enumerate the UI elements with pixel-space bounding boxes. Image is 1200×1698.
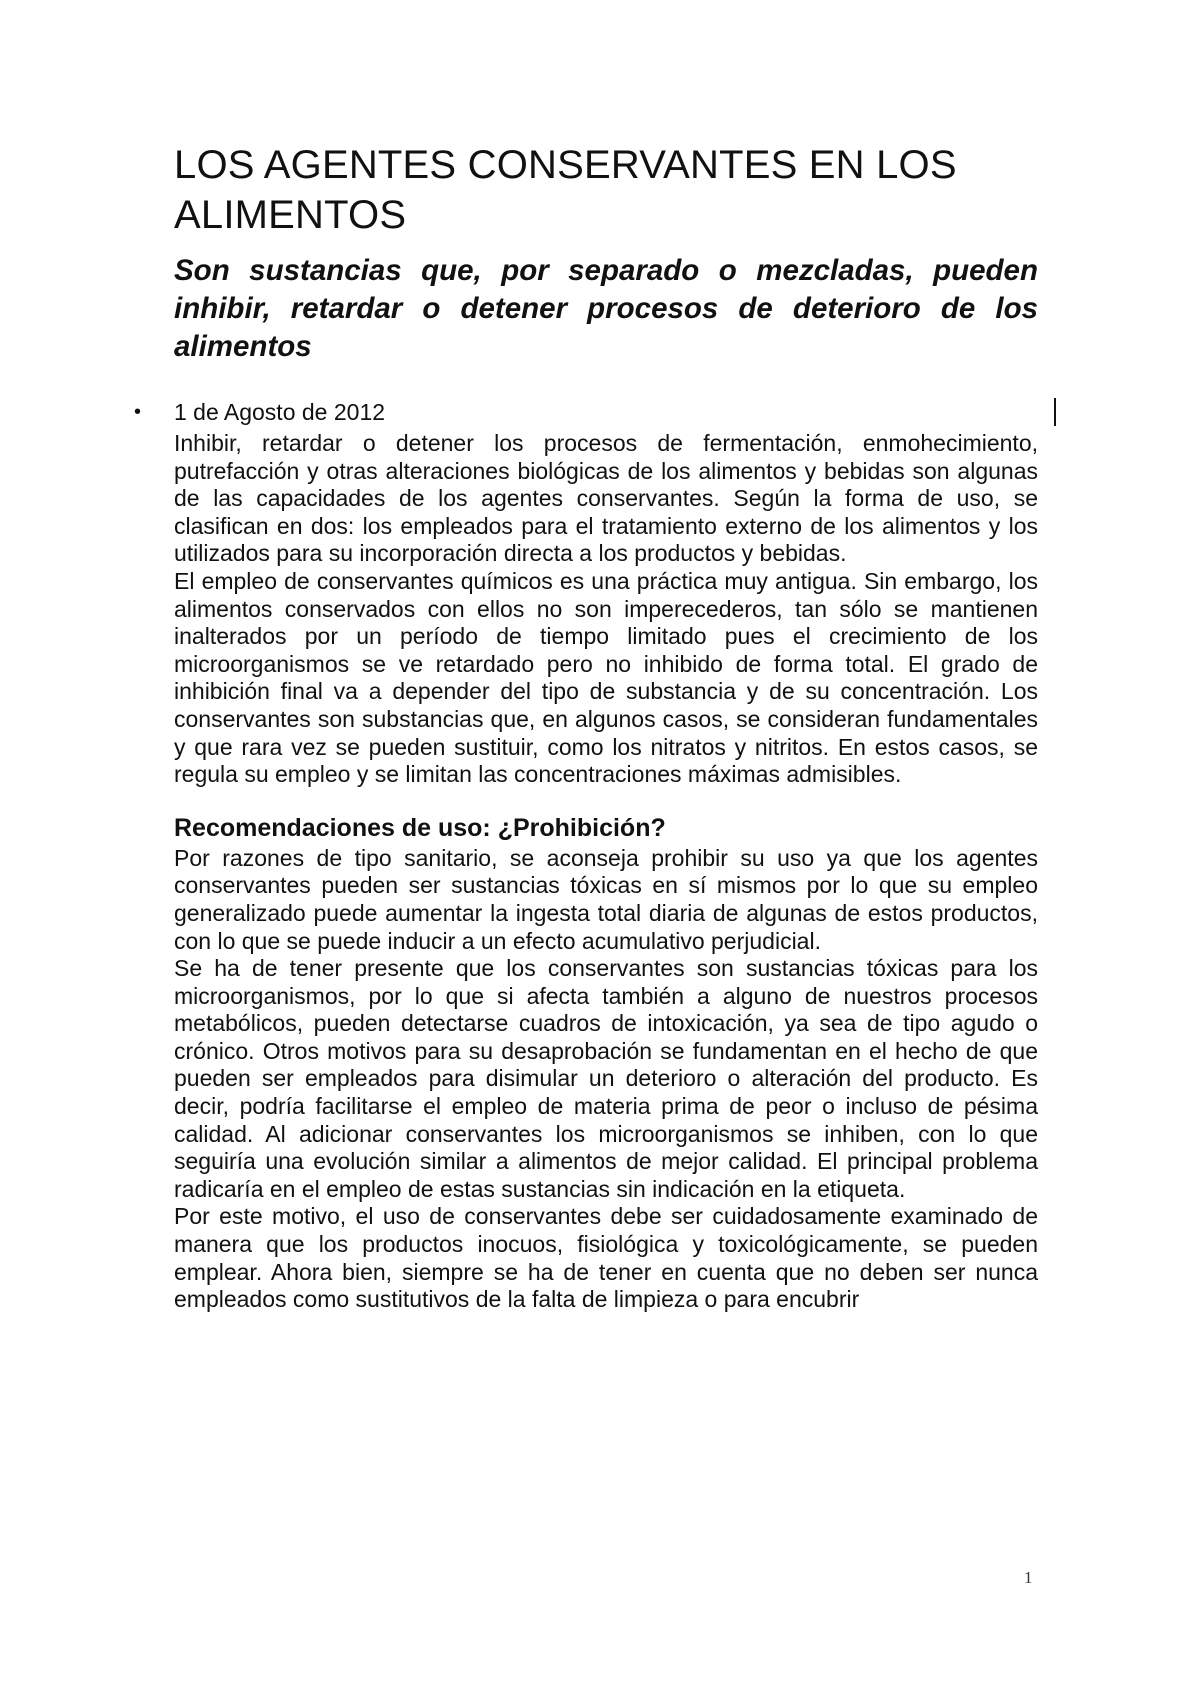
paragraph-chemical-preservatives: El empleo de conservantes químicos es una práctica muy antigua. Sin embargo, los alimentos conservados con ellos no son imperecederos, tan sólo se mantienen inalterados por un período de tiempo limitado pues el crecimiento de los microorganismos se ve retardado pero no inhibido de forma total. El grado de inhibición final va a depender del tipo de substancia y de su concentración. Los conservantes son substancias que, en algunos casos, se consideran fundamentales y que rara vez se pueden sustituir, como los nitratos y nitritos. En estos casos, se regula su empleo y se limitan las concentraciones máximas admisibles. <box>174 567 1038 788</box>
text-cursor-icon <box>1054 398 1056 426</box>
date-list-item <box>134 394 1038 430</box>
paragraph-examination: Por este motivo, el uso de conservantes debe ser cuidadosamente examinado de manera que los productos inocuos, fisiológica y toxicológicamente, se pueden emplear. Ahora bien, siempre se ha de tener en cuenta que no deben ser nunca empleados como sustitutivos de la falta de limpieza o para encubrir <box>174 1203 1038 1313</box>
bullet-icon: • <box>134 401 142 423</box>
page-number: 1 <box>1024 1568 1033 1587</box>
paragraph-toxicity: Se ha de tener presente que los conservantes son sustancias tóxicas para los microorganismos, por lo que si afecta también a alguno de nuestros procesos metabólicos, pueden detectarse cuadros de intoxicación, ya sea de tipo agudo o crónico. Otros motivos para su desaprobación se fundamentan en el hecho de que pueden ser empleados para disimular un deterioro o alteración del producto. Es decir, podría facilitarse el empleo de materia prima de peor o incluso de pésima calidad. Al adicionar conservantes los microorganismos se inhiben, con lo que seguiría una evolución similar a alimentos de mejor calidad. El principal problema radicaría en el empleo de estas sustancias sin indicación en la etiqueta. <box>174 955 1038 1202</box>
publication-date: 1 de Agosto de 2012 <box>174 399 386 425</box>
section-heading-recommendations: Recomendaciones de uso: ¿Prohibición? <box>174 813 666 842</box>
document-title: LOS AGENTES CONSERVANTES EN LOS ALIMENTOS <box>174 143 957 237</box>
document-subtitle: Son sustancias que, por separado o mezcladas, pueden inhibir, retardar o detener procesos de deterioro de los alimentos <box>174 254 1038 363</box>
paragraph-intro: Inhibir, retardar o detener los procesos de fermentación, enmohecimiento, putrefacción y otras alteraciones biológicas de los alimentos y bebidas son algunas de las capacidades de los agentes conservantes. Según la forma de uso, se clasifican en dos: los empleados para el tratamiento externo de los alimentos y los utilizados para su incorporación directa a los productos y bebidas. <box>174 430 1038 567</box>
paragraph-sanitary-reasons: Por razones de tipo sanitario, se aconseja prohibir su uso ya que los agentes conservantes pueden ser sustancias tóxicas en sí mismos por lo que su empleo generalizado puede aumentar la ingesta total diaria de algunas de estos productos, con lo que se puede inducir a un efecto acumulativo perjudicial. <box>174 844 1038 954</box>
document-page <box>134 140 1038 1314</box>
